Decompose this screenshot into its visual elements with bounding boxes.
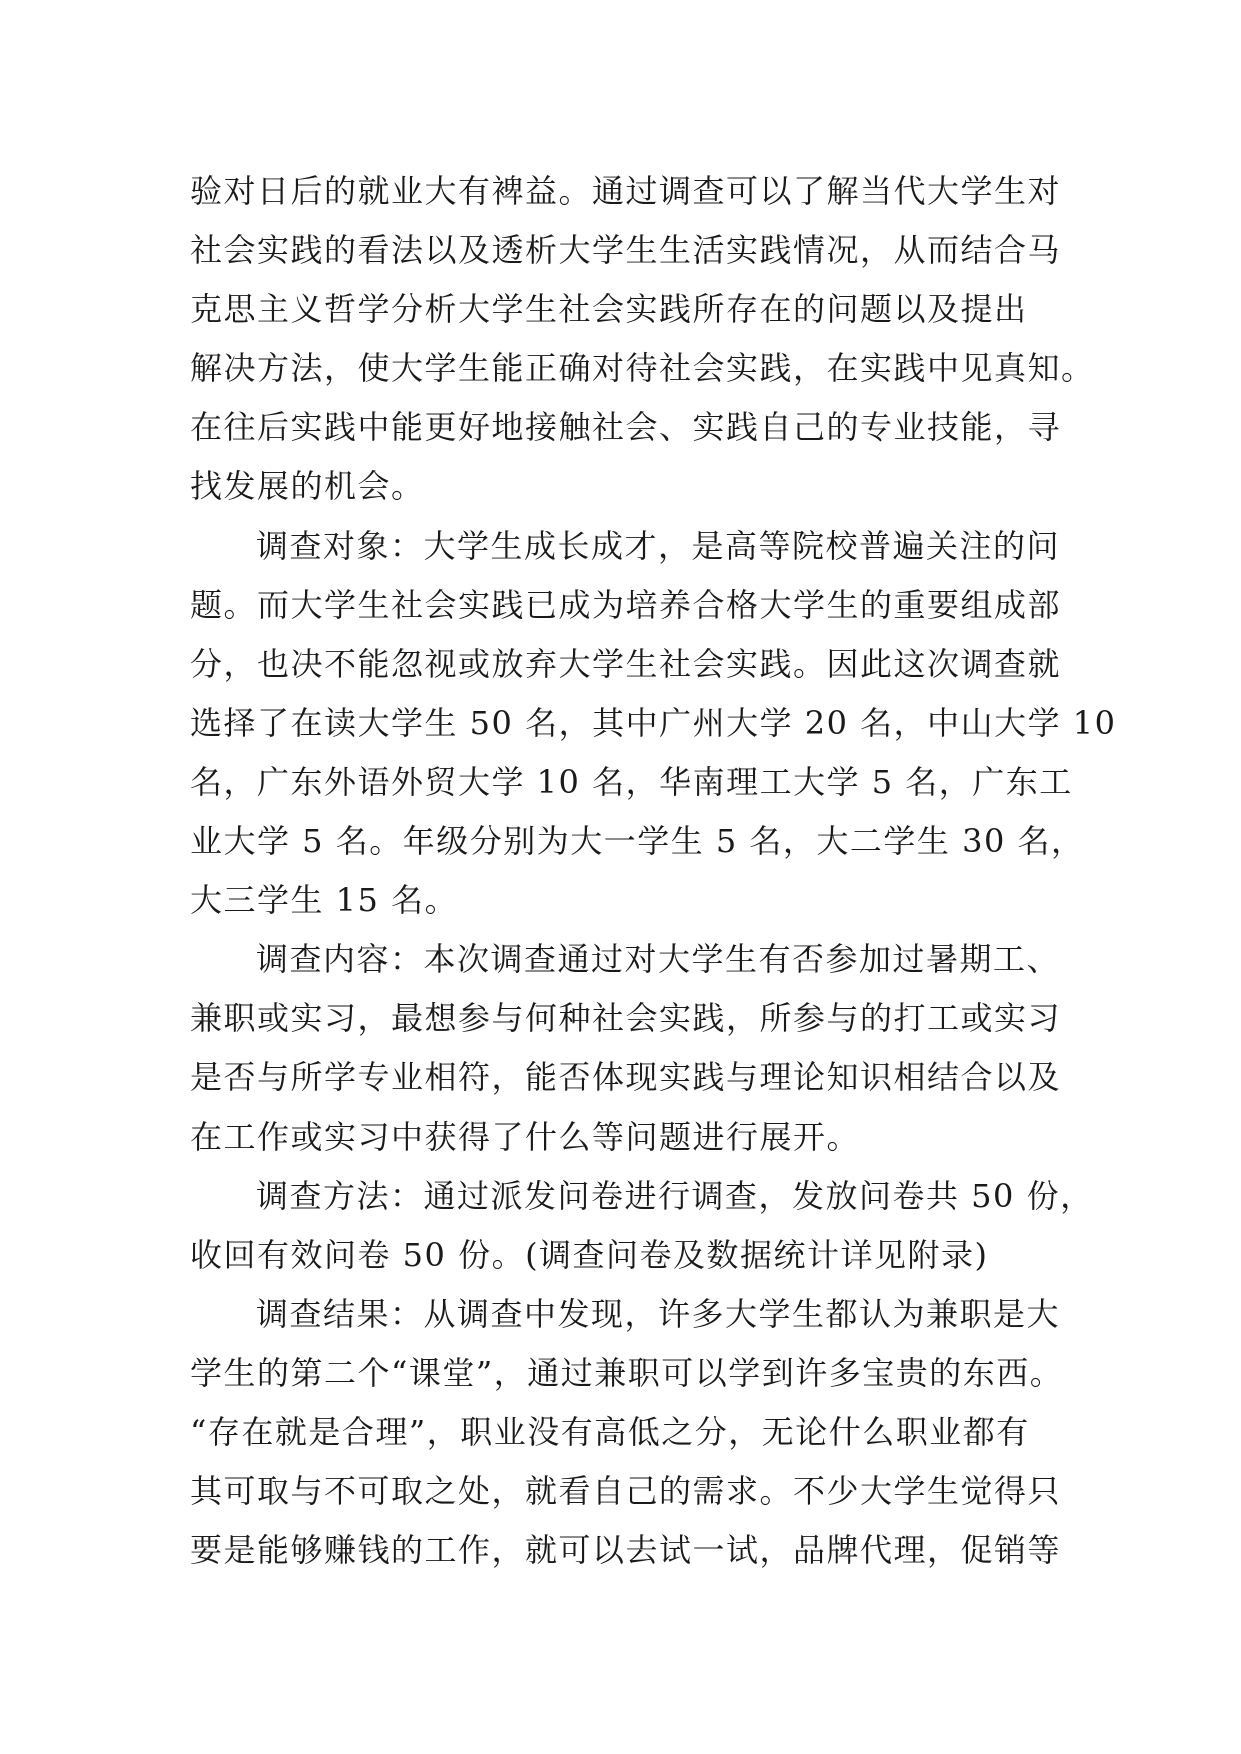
paragraph-first-line: 调查对象：大学生成长成才，是高等院校普遍关注的问 (256, 526, 1061, 565)
text-line: 名，广东外语外贸大学 10 名，华南理工大学 5 名，广东工 (190, 762, 1073, 801)
text-line: 克思主义哲学分析大学生社会实践所存在的问题以及提出 (190, 290, 1028, 329)
text-line: 学生的第二个“课堂”，通过兼职可以学到许多宝贵的东西。 (190, 1353, 1064, 1392)
text-line: 大三学生 15 名。 (190, 881, 459, 920)
text-line: 兼职或实习，最想参与何种社会实践，所参与的打工或实习 (190, 999, 1062, 1038)
text-line: 业大学 5 名。年级分别为大一学生 5 名，大二学生 30 名， (190, 822, 1085, 861)
text-line: 验对日后的就业大有裨益。通过调查可以了解当代大学生对 (190, 172, 1062, 210)
text-line: 在工作或实习中获得了什么等问题进行展开。 (190, 1117, 861, 1156)
text-line: 社会实践的看法以及透析大学生生活实践情况，从而结合马 (190, 231, 1062, 270)
text-line: 要是能够赚钱的工作，就可以去试一试，品牌代理，促销等 (190, 1531, 1062, 1570)
text-line: 解决方法，使大学生能正确对待社会实践，在实践中见真知。 (190, 349, 1095, 388)
text-line: 分，也决不能忽视或放弃大学生社会实践。因此这次调查就 (190, 644, 1062, 683)
text-line: 选择了在读大学生 50 名，其中广州大学 20 名，中山大学 10 (190, 703, 1117, 742)
text-line: 其可取与不可取之处，就看自己的需求。不少大学生觉得只 (190, 1472, 1062, 1511)
text-line: “存在就是合理”，职业没有高低之分，无论什么职业都有 (190, 1412, 1030, 1451)
text-line: 是否与所学专业相符，能否体现实践与理论知识相结合以及 (190, 1058, 1062, 1097)
paragraph-first-line: 调查结果：从调查中发现，许多大学生都认为兼职是大 (256, 1294, 1061, 1333)
text-line: 题。而大学生社会实践已成为培养合格大学生的重要组成部 (190, 585, 1062, 624)
text-line: 收回有效问卷 50 份。(调查问卷及数据统计详见附录) (190, 1235, 989, 1274)
text-line: 在往后实践中能更好地接触社会、实践自己的专业技能，寻 (190, 408, 1062, 447)
body-text (190, 162, 1117, 1580)
paragraph-first-line: 调查方法：通过派发问卷进行调查，发放问卷共 50 份， (256, 1176, 1094, 1215)
paragraph-first-line: 调查内容：本次调查通过对大学生有否参加过暑期工、 (256, 940, 1061, 979)
text-line: 找发展的机会。 (190, 467, 425, 506)
